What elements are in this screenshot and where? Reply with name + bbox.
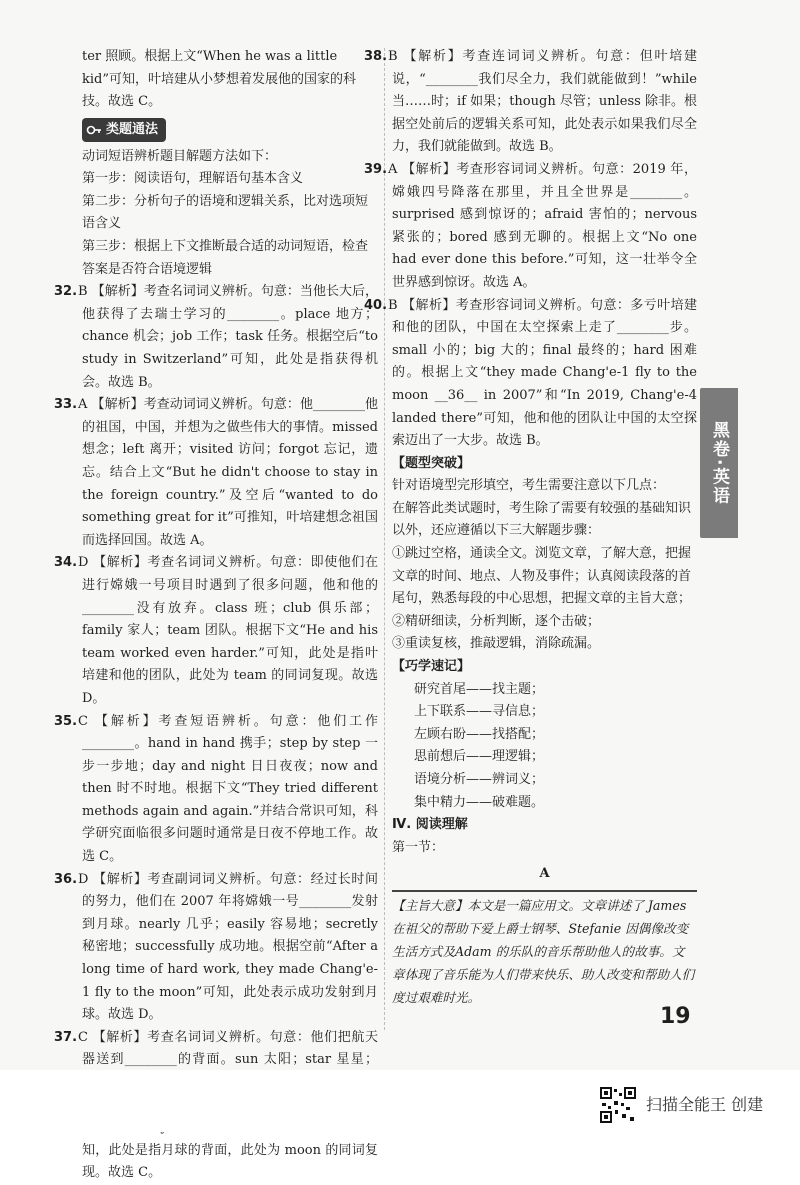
qr-code-icon: [600, 1087, 636, 1123]
mnemonic-line: 集中精力——破难题。: [414, 794, 545, 810]
tuxing-heading: 【题型突破】: [392, 455, 471, 471]
item-text: B 【解析】考查名词词义辨析。句意：当他长大后，他获得了去瑞士学习的________。place 地方；chance 机会；job 工作；task 任务。根据空后“to study in Switzerland”可知，此处是指获得机会。故选 B。: [78, 284, 378, 390]
item-number: 39.: [364, 161, 388, 177]
tuxing-line-1: 针对语境型完形填空，考生需要注意以下几点：: [392, 478, 666, 494]
item-number: 32.: [54, 284, 78, 300]
answer-item-33: [54, 394, 378, 552]
answer-item-35: [54, 711, 378, 869]
main-idea-summary: 【主旨大意】本文是一篇应用文。文章讲述了 James 在祖父的帮助下爱上爵士钢琴、Stefanie 因偶像改变生活方式及Adam 的乐队的音乐帮助他人的故事。文章体现了音乐能为人们带来快乐、助人改变和帮助人们度过艰难时光。: [392, 890, 697, 1009]
answer-item-34: [54, 552, 378, 710]
mnemonic-line: 思前想后——理逻辑；: [414, 749, 545, 765]
item-text: C 【解析】考查名词词义辨析。句意：他们把航天器送到________的背面。sun 太阳；star 星星； 知，此处是指月球的背面，此处为 moon 的同词复现。故选 C。: [78, 1029, 378, 1181]
method-step-3: 第三步：根据上下文推断最合适的动词短语，检查答案是否符合语境逻辑: [82, 239, 369, 277]
mnemonic-line: 研究首尾——找主题；: [414, 681, 545, 697]
page-number: 19: [660, 1004, 691, 1029]
left-column: [54, 46, 378, 1185]
answer-item-36: [54, 869, 378, 1027]
section-part: 第一节：: [392, 839, 445, 855]
mnemonic-line: 语境分析——辨词义；: [414, 772, 545, 787]
passage-label: A: [539, 866, 550, 882]
item-number: 34.: [54, 555, 78, 571]
scanner-watermark: 扫描全能王 创建: [646, 1095, 764, 1114]
method-step-2: 第二步：分析句子的语境和逻辑关系，比对选项短语含义: [82, 193, 369, 232]
answer-item-40: [364, 295, 697, 453]
item-number: 37.: [54, 1029, 78, 1045]
method-badge-label: 类题通法: [106, 121, 159, 137]
mnemonic-line: 上下联系——寻信息；: [414, 704, 545, 720]
item-number: 35.: [54, 713, 78, 729]
item-text: B 【解析】考查形容词词义辨析。句意：多亏叶培建和他的团队，中国在太空探索上走了________步。small 小的；big 大的；final 最终的；hard 困难的。根据上文“they made Chang'e-1 fly to the moon __36__ in 2007”和“In 2019, Chang'e-4 landed there”可知，他和他的团队让中国的太空探索迈出了一大步。故选 B。: [388, 297, 697, 449]
method-step-1: 第一步：阅读语句，理解语句基本含义: [82, 171, 304, 187]
key-icon: [86, 123, 102, 137]
method-badge: [82, 118, 166, 143]
item-number: 38.: [364, 49, 388, 64]
item-number: 33.: [54, 397, 78, 413]
item-text: D 【解析】考查副词词义辨析。句意：经过长时间的努力，他们在 2007 年将嫦娥一号________发射到月球。nearly 几乎；easily 容易地；secretly 秘密地；successfully 成功地。根据空前“After a long time of hard work, they made Chang'e-1 fly to the moon”可知，此处表示成功发射到月球。故选 D。: [78, 871, 378, 1023]
answer-item-39: [364, 159, 697, 295]
mnemonic-line: 左顾右盼——找搭配；: [414, 726, 545, 742]
qiaoxue-heading: 【巧学速记】: [392, 659, 471, 675]
right-column: [364, 46, 697, 1022]
item-text: D 【解析】考查名词词义辨析。句意：即使他们在进行嫦娥一号项目时遇到了很多问题，他和他的________没有放弃。class 班；club 俱乐部；family 家人；team 团队。根据下文“He and his team worked even harder.”可知，此处是指叶培建和他的团队，此处为 team 的同词复现。故选 D。: [78, 555, 378, 706]
tuxing-line-4: ②精研细读，分析判断，逐个击破；: [392, 613, 601, 629]
tuxing-line-2: 在解答此类试题时，考生除了需要有较强的基础知识以外，还应遵循以下三大解题步骤：: [392, 500, 692, 539]
intro-paragraph: ter 照顾。根据上文“When he was a little kid”可知，叶培建从小梦想着发展他的国家的科技。故选 C。: [82, 49, 357, 110]
column-divider: [384, 48, 385, 1030]
answer-item-32: [54, 281, 378, 394]
section-heading: Ⅳ. 阅读理解: [392, 817, 468, 833]
item-text: A 【解析】考查形容词词义辨析。句意：2019 年，嫦娥四号降落在那里，并且全世界是________。surprised 感到惊讶的；afraid 害怕的；nervous 紧张的；bored 感到无聊的。根据上文“No one had ever done this before.”可知，这一壮举令全世界感到惊讶。故选 A。: [388, 161, 697, 290]
item-number: 40.: [364, 297, 388, 313]
method-title: 动词短语辨析题目解题方法如下：: [82, 148, 278, 164]
tuxing-line-5: ③重读复核，推敲逻辑，消除疏漏。: [392, 636, 601, 652]
item-text: A 【解析】考查动词词义辨析。句意：他________他的祖国，中国，并想为之做些伟大的事情。missed 想念；left 离开；visited 访问；forgot 忘记，遗忘。结合上文“But he didn't choose to stay in the foreign country.”及空后“wanted to do something great for it”可推知，叶培建想念祖国而选择回国。故选 A。: [78, 397, 378, 548]
item-text: C 【解析】考查短语辨析。句意：他们工作________。hand in hand 携手；step by step 一步一步地；day and night 日日夜夜；now and then 时不时地。根据下文“They tried different methods again and again.”并结合常识可知，科学研究面临很多问题时通常是日夜不停地工作。故选 C。: [78, 713, 378, 865]
tuxing-line-3: ①跳过空格，通读全文。浏览文章，了解大意，把握文章的时间、地点、人物及事件；认真阅读段落的首尾句，熟悉每段的中心思想，把握文章的主旨大意；: [392, 546, 692, 607]
side-tab: 黑卷·英语: [700, 388, 738, 538]
item-text: B 【解析】考查连词词义辨析。句意：但叶培建说，“________我们尽全力，我们就能做到！”while 当……时；if 如果；though 尽管；unless 除非。根据空处前后的逻辑关系可知，此处表示如果我们尽全力，我们就能做到。故选 B。: [388, 49, 697, 155]
item-number: 36.: [54, 871, 78, 887]
answer-item-38: [364, 46, 697, 159]
